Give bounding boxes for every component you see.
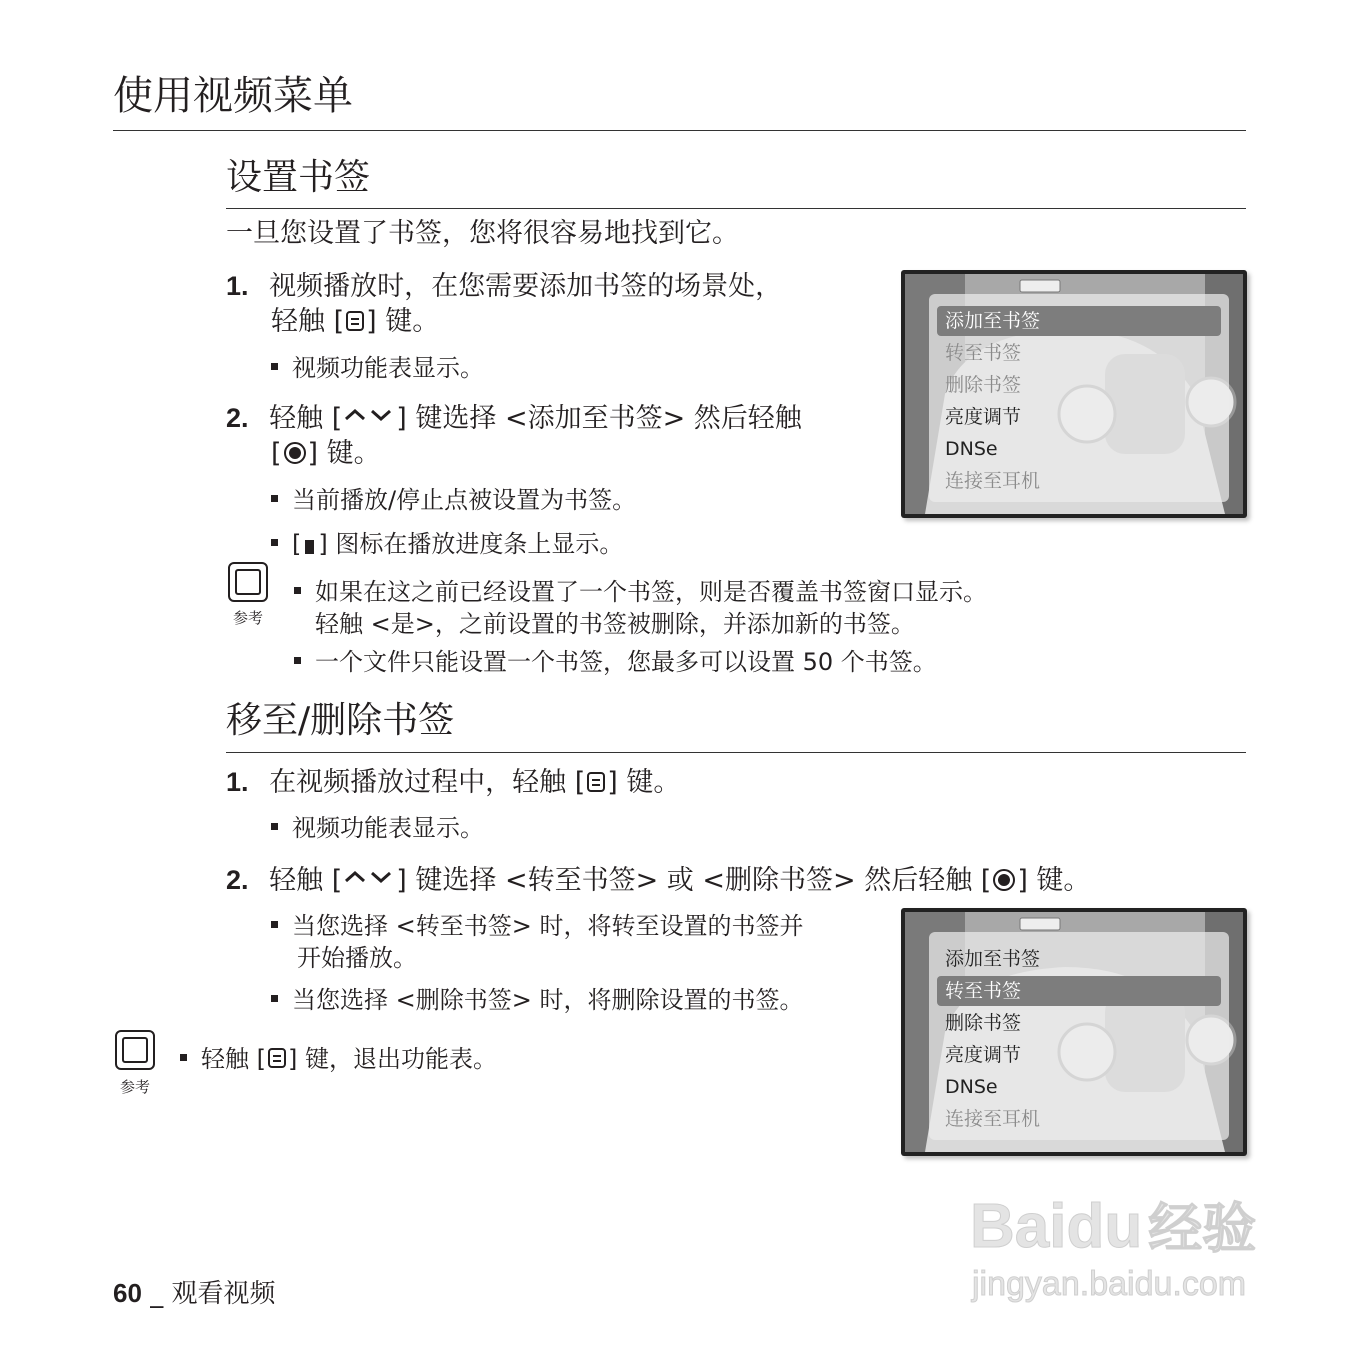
- menu1-item-dnse[interactable]: DNSe: [945, 438, 998, 460]
- s1-step2-line1: 2. 轻触 [ ] 键选择 <添加至书签> 然后轻触: [226, 400, 802, 438]
- menu-key-icon: [346, 311, 364, 331]
- menu2-item-add-bookmark[interactable]: 添加至书签: [945, 948, 1041, 970]
- video-menu-2: [929, 932, 1229, 1140]
- baidu-watermark-url: jingyan.baidu.com: [972, 1265, 1247, 1303]
- menu2-item-headphone[interactable]: 连接至耳机: [945, 1108, 1041, 1130]
- section1-intro: 一旦您设置了书签，您将很容易地找到它。: [226, 218, 739, 249]
- s2-step1-line1: 1. 在视频播放过程中，轻触 [ ] 键。: [226, 767, 681, 798]
- s1-step1-line2: 轻触 [ ] 键。: [271, 306, 440, 337]
- ok-key-icon: [993, 869, 1015, 891]
- s2-step2-bullet2: 当您选择 <删除书签> 时，将删除设置的书签。: [271, 984, 803, 1016]
- note2-bullet: 轻触 [ ] 键，退出功能表。: [180, 1043, 497, 1075]
- menu1-item-add-bookmark[interactable]: 添加至书签: [937, 306, 1221, 336]
- s2-step1-bullet: 视频功能表显示。: [271, 812, 484, 844]
- footer-section: 观看视频: [171, 1279, 276, 1309]
- note-icon: [228, 562, 268, 602]
- baidu-watermark-logo: Baidu 经验: [970, 1192, 1257, 1261]
- up-down-key-icon: [342, 861, 396, 897]
- note-icon: [115, 1030, 155, 1070]
- note-label: 参考: [233, 609, 264, 627]
- s2-step2-line1: 2. 轻触 [ ] 键选择 <转至书签> 或 <删除书签> 然后轻触 [ ] 键。: [226, 862, 1090, 900]
- s1-step1-bullet: 视频功能表显示。: [271, 352, 484, 384]
- note1-bullet1-line1: 如果在这之前已经设置了一个书签，则是否覆盖书签窗口显示。: [294, 576, 987, 608]
- menu1-item-delete-bookmark[interactable]: 删除书签: [945, 374, 1022, 396]
- video-menu-1: [929, 294, 1229, 502]
- up-down-key-icon: [342, 399, 396, 435]
- section2-rule: [226, 752, 1246, 753]
- menu-key-icon: [268, 1048, 286, 1068]
- menu2-item-goto-bookmark[interactable]: 转至书签: [937, 976, 1221, 1006]
- s1-step2-bullet2: [ ] 图标在播放进度条上显示。: [271, 528, 623, 560]
- s2-step2-bullet1-line1: 当您选择 <转至书签> 时，将转至设置的书签并: [271, 910, 803, 942]
- section2-heading: 移至/删除书签: [226, 700, 455, 741]
- title-rule: [113, 130, 1246, 131]
- section1-heading: 设置书签: [226, 157, 371, 198]
- s1-step1-line1: 1. 视频播放时，在您需要添加书签的场景处，: [226, 271, 783, 302]
- menu2-item-dnse[interactable]: DNSe: [945, 1076, 998, 1098]
- menu2-item-brightness[interactable]: 亮度调节: [945, 1044, 1022, 1066]
- device-screen-1: [901, 270, 1247, 518]
- video-frame-image: [905, 274, 1243, 514]
- menu2-item-delete-bookmark[interactable]: 删除书签: [945, 1012, 1022, 1034]
- section1-rule: [226, 208, 1246, 209]
- page-footer: 60 _ 观看视频: [113, 1278, 276, 1309]
- device-screen-2: [901, 908, 1247, 1156]
- video-frame-image: [905, 912, 1243, 1152]
- ok-key-icon: [284, 442, 306, 464]
- menu1-item-goto-bookmark[interactable]: 转至书签: [945, 342, 1022, 364]
- page-title: 使用视频菜单: [113, 73, 353, 119]
- s1-step2-line2: [ ] 键。: [271, 438, 381, 469]
- note-label: 参考: [120, 1078, 151, 1096]
- menu-key-icon: [587, 772, 605, 792]
- page-number: 60: [113, 1278, 142, 1308]
- note1-bullet1-line2: 轻触 <是>，之前设置的书签被删除，并添加新的书签。: [315, 610, 915, 638]
- s1-step2-bullet1: 当前播放/停止点被设置为书签。: [271, 484, 636, 516]
- bookmark-icon: [305, 540, 314, 554]
- menu1-item-brightness[interactable]: 亮度调节: [945, 406, 1022, 428]
- s2-step2-bullet1-line2: 开始播放。: [297, 944, 417, 972]
- s1-step1-num: 1.: [226, 271, 249, 301]
- note1-bullet2: 一个文件只能设置一个书签，您最多可以设置 50 个书签。: [294, 646, 937, 678]
- menu1-item-headphone[interactable]: 连接至耳机: [945, 470, 1041, 492]
